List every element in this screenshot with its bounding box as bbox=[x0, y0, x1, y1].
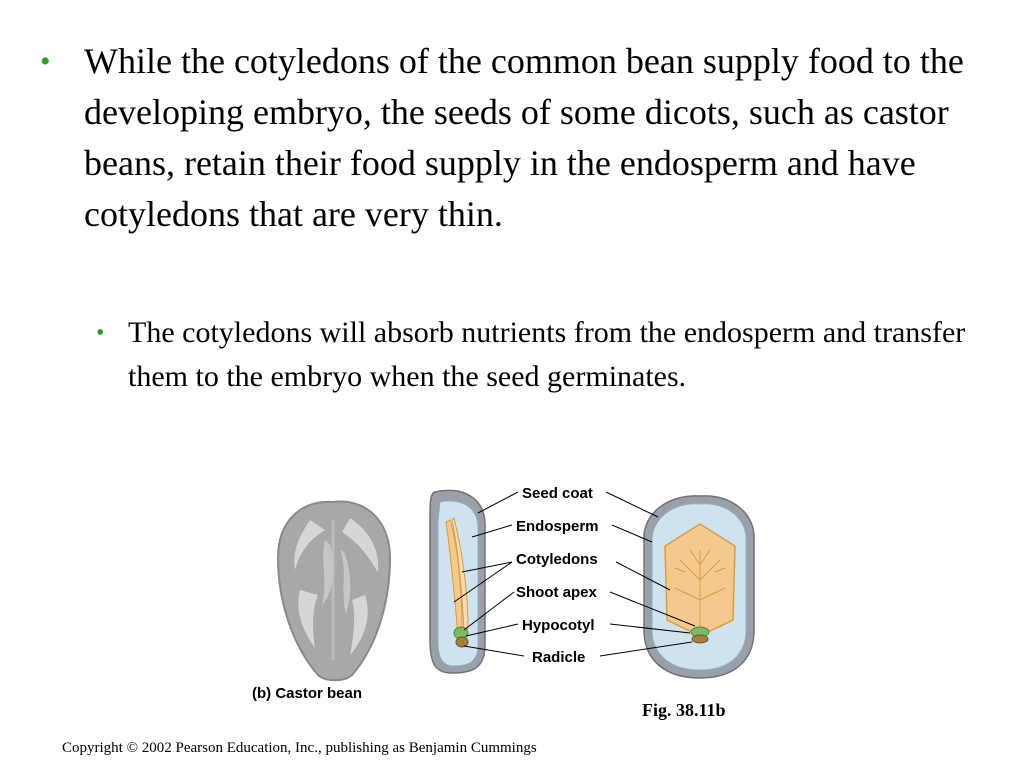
label-hypocotyl: Hypocotyl bbox=[522, 617, 595, 634]
castor-bean-illustration bbox=[240, 480, 780, 720]
copyright-footer: Copyright © 2002 Pearson Education, Inc., publishing as Benjamin Cummings bbox=[62, 740, 537, 756]
seed-exterior bbox=[278, 502, 390, 681]
label-shoot-apex: Shoot apex bbox=[516, 584, 597, 601]
castor-bean-figure bbox=[240, 480, 780, 720]
seed-face-section bbox=[644, 496, 754, 678]
label-seed-coat: Seed coat bbox=[522, 485, 593, 502]
figure-caption: (b) Castor bean bbox=[252, 685, 363, 702]
bullet-text-sub: The cotyledons will absorb nutrients from the endosperm and transfer them to the embryo when the seed germinates. bbox=[128, 316, 966, 393]
bullet-level-2 bbox=[96, 311, 976, 399]
label-endosperm: Endosperm bbox=[516, 518, 599, 535]
label-radicle: Radicle bbox=[532, 649, 586, 666]
seed-side-section bbox=[430, 490, 485, 673]
label-cotyledons: Cotyledons bbox=[516, 551, 598, 568]
bullet-marker: • bbox=[40, 45, 51, 78]
figure-number: Fig. 38.11b bbox=[642, 700, 726, 720]
bullet-level-1 bbox=[40, 36, 990, 240]
bullet-marker: • bbox=[96, 320, 105, 346]
bullet-text-main: While the cotyledons of the common bean supply food to the developing embryo, the seeds of some dicots, such as castor beans, retain their food supply in the endosperm and have cotyledons that are very thin. bbox=[84, 41, 964, 234]
